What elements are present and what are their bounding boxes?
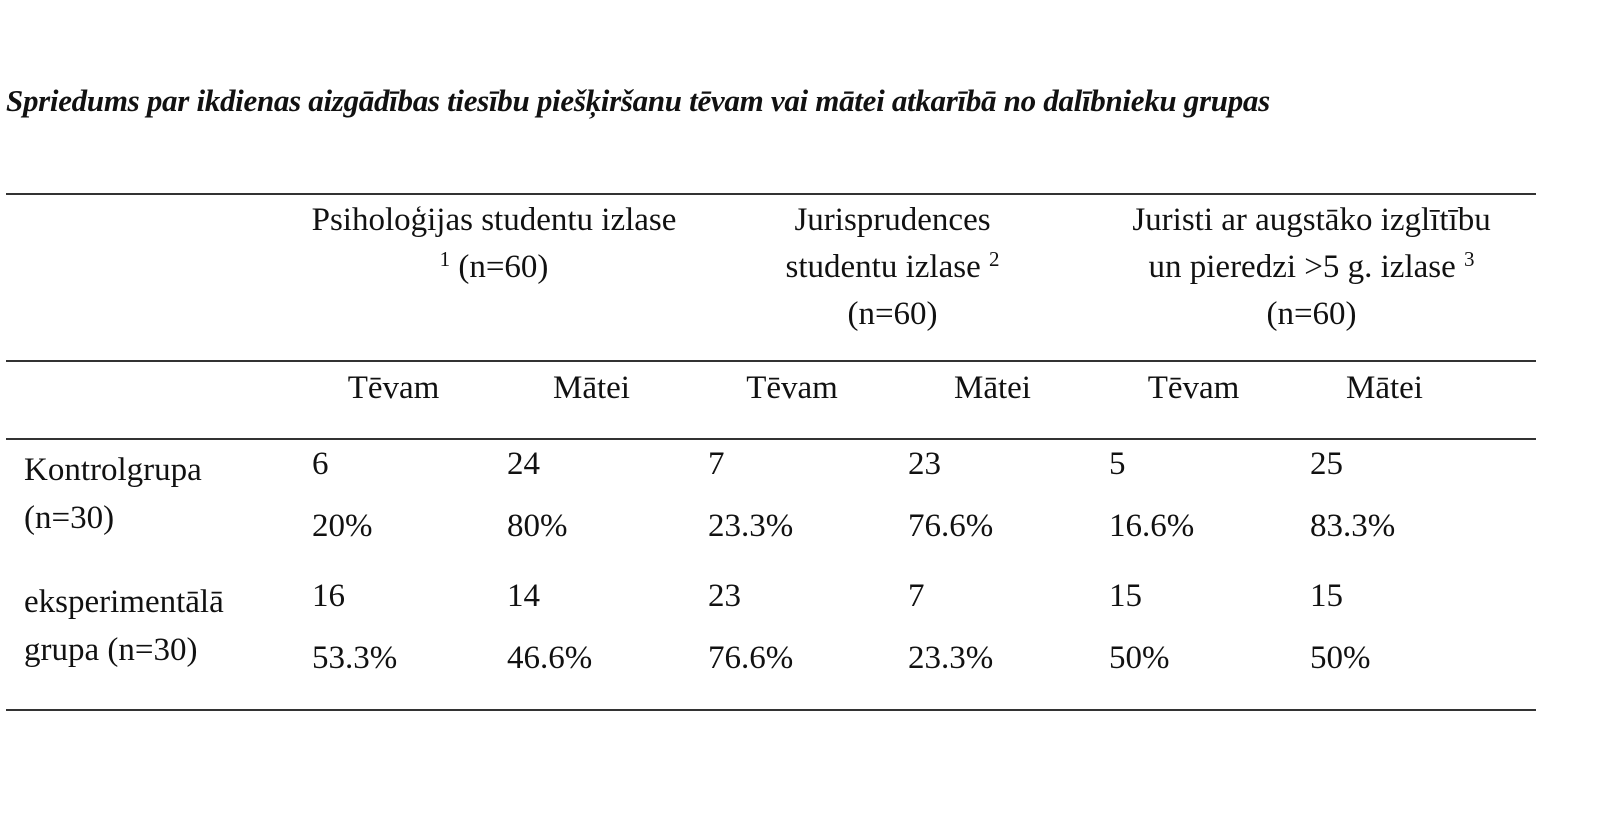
group-header-lawyers bbox=[1093, 194, 1536, 361]
data-cell bbox=[892, 578, 1093, 710]
subheader-cell: Mātei bbox=[491, 361, 692, 439]
data-cell bbox=[692, 578, 892, 710]
subheader-cell: Tēvam bbox=[296, 361, 491, 439]
cell-percent: 53.3% bbox=[312, 640, 398, 676]
group-header-label: Psiholoģijas studentu izlase bbox=[311, 202, 677, 238]
cell-percent: 46.6% bbox=[507, 640, 593, 676]
data-cell bbox=[296, 578, 491, 710]
table-row bbox=[6, 439, 1536, 578]
group-header-n: (n=60) bbox=[1266, 296, 1357, 332]
cell-count: 24 bbox=[507, 446, 540, 482]
cell-count: 7 bbox=[708, 446, 725, 482]
table-caption: Spriedums par ikdienas aizgādības tiesību piešķiršanu tēvam vai mātei atkarībā no dalībnieku grupas bbox=[6, 83, 1270, 118]
data-cell bbox=[296, 439, 491, 578]
cell-count: 14 bbox=[507, 578, 540, 614]
data-cell bbox=[1294, 439, 1536, 578]
cell-count: 6 bbox=[312, 446, 329, 482]
group-header-law-students bbox=[692, 194, 1093, 361]
group-header-label: Jurisprudences studentu izlase bbox=[785, 202, 991, 285]
data-cell bbox=[1093, 439, 1294, 578]
cell-count: 25 bbox=[1310, 446, 1343, 482]
cell-percent: 16.6% bbox=[1109, 508, 1195, 544]
cell-count: 7 bbox=[908, 578, 925, 614]
cell-count: 23 bbox=[908, 446, 941, 482]
subheader-row bbox=[6, 361, 1536, 439]
cell-count: 15 bbox=[1310, 578, 1343, 614]
subheader-cell: Mātei bbox=[892, 361, 1093, 439]
cell-percent: 50% bbox=[1109, 640, 1170, 676]
group-header-label: Juristi ar augstāko izglītību un pieredzi >5 g. izlase bbox=[1132, 202, 1491, 285]
subheader-cell: Tēvam bbox=[1093, 361, 1294, 439]
data-cell bbox=[692, 439, 892, 578]
subheader-empty-cell bbox=[6, 361, 296, 439]
cell-percent: 50% bbox=[1310, 640, 1371, 676]
header-empty-cell bbox=[6, 194, 296, 361]
data-cell bbox=[491, 439, 692, 578]
group-header-row bbox=[6, 194, 1536, 361]
cell-count: 5 bbox=[1109, 446, 1126, 482]
group-header-n: (n=60) bbox=[847, 296, 938, 332]
cell-percent: 23.3% bbox=[708, 508, 794, 544]
cell-percent: 20% bbox=[312, 508, 373, 544]
data-cell bbox=[892, 439, 1093, 578]
group-header-n: (n=60) bbox=[458, 249, 549, 285]
cell-percent: 76.6% bbox=[908, 508, 994, 544]
footnote-marker: 2 bbox=[988, 247, 1000, 271]
cell-count: 16 bbox=[312, 578, 345, 614]
cell-percent: 76.6% bbox=[708, 640, 794, 676]
group-header-psychology bbox=[296, 194, 692, 361]
cell-count: 23 bbox=[708, 578, 741, 614]
cell-percent: 23.3% bbox=[908, 640, 994, 676]
data-cell bbox=[1093, 578, 1294, 710]
cell-count: 15 bbox=[1109, 578, 1142, 614]
footnote-marker: 1 bbox=[439, 247, 451, 271]
data-cell bbox=[1294, 578, 1536, 710]
table-row bbox=[6, 578, 1536, 710]
results-table bbox=[6, 193, 1536, 711]
cell-percent: 80% bbox=[507, 508, 568, 544]
subheader-cell: Mātei bbox=[1294, 361, 1536, 439]
row-label: Kontrolgrupa (n=30) bbox=[6, 439, 296, 578]
footnote-marker: 3 bbox=[1464, 247, 1475, 271]
cell-percent: 83.3% bbox=[1310, 508, 1396, 544]
subheader-cell: Tēvam bbox=[692, 361, 892, 439]
data-cell bbox=[491, 578, 692, 710]
row-label: eksperimentālā grupa (n=30) bbox=[6, 578, 296, 710]
